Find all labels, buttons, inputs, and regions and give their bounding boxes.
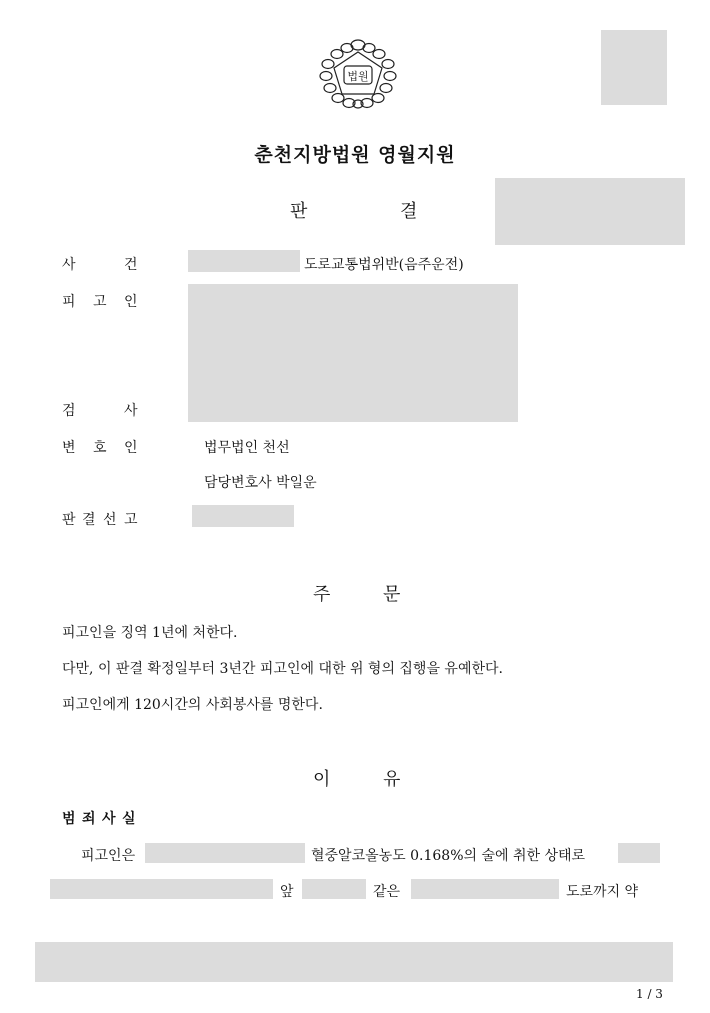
counsel-label: 호 xyxy=(93,440,107,456)
order-heading: 문 xyxy=(383,584,401,605)
facts-text: 피고인은 xyxy=(81,848,136,864)
redacted-box xyxy=(495,178,685,245)
order-line: 피고인을 징역 1년에 처한다. xyxy=(62,625,238,641)
counsel-firm: 법무법인 천선 xyxy=(204,440,290,456)
redacted-box xyxy=(601,30,667,105)
redacted-box xyxy=(50,879,273,899)
redacted-box xyxy=(411,879,559,899)
doc-title-char: 결 xyxy=(400,201,418,222)
facts-subheading: 사 xyxy=(102,811,116,827)
defendant-label: 피 xyxy=(62,294,76,310)
prosecutor-label: 검 xyxy=(62,403,76,419)
reasons-heading: 이 xyxy=(313,769,331,790)
court-seal-icon xyxy=(318,38,398,110)
redacted-box xyxy=(302,879,366,899)
facts-subheading: 죄 xyxy=(82,811,96,827)
reasons-heading: 유 xyxy=(383,769,401,790)
counsel-attorney: 담당변호사 박일운 xyxy=(204,475,317,491)
defendant-label: 고 xyxy=(93,294,107,310)
court-name: 춘천지방법원 영월지원 xyxy=(254,144,456,166)
facts-text: 앞 xyxy=(280,884,294,900)
prosecutor-label: 사 xyxy=(124,403,138,419)
order-line: 다만, 이 판결 확정일부터 3년간 피고인에 대한 위 형의 집행을 유예한다. xyxy=(62,661,503,677)
order-heading: 주 xyxy=(313,584,331,605)
case-label: 사 xyxy=(62,257,76,273)
facts-text: 같은 xyxy=(373,884,401,900)
sentence-date-label: 고 xyxy=(124,512,138,528)
redacted-box xyxy=(188,284,518,422)
sentence-date-label: 판 xyxy=(62,512,76,528)
facts-text: 도로까지 약 xyxy=(566,884,639,900)
sentence-date-label: 선 xyxy=(103,512,117,528)
case-value: 도로교통법위반(음주운전) xyxy=(304,257,464,273)
facts-subheading: 범 xyxy=(62,811,76,827)
order-line: 피고인에게 120시간의 사회봉사를 명한다. xyxy=(62,697,323,713)
redacted-box xyxy=(188,250,300,272)
facts-subheading: 실 xyxy=(122,811,136,827)
counsel-label: 변 xyxy=(62,440,76,456)
redacted-box xyxy=(192,505,294,527)
sentence-date-label: 결 xyxy=(82,512,96,528)
doc-title-char: 판 xyxy=(290,201,308,222)
counsel-label: 인 xyxy=(124,440,138,456)
defendant-label: 인 xyxy=(124,294,138,310)
case-label: 건 xyxy=(124,257,138,273)
facts-text: 혈중알코올농도 0.168%의 술에 취한 상태로 xyxy=(311,848,586,864)
redacted-box xyxy=(35,942,673,982)
redacted-box xyxy=(618,843,660,863)
page-number: 1 / 3 xyxy=(636,987,663,1001)
redacted-box xyxy=(145,843,305,863)
seal-text: 법원 xyxy=(347,70,369,83)
